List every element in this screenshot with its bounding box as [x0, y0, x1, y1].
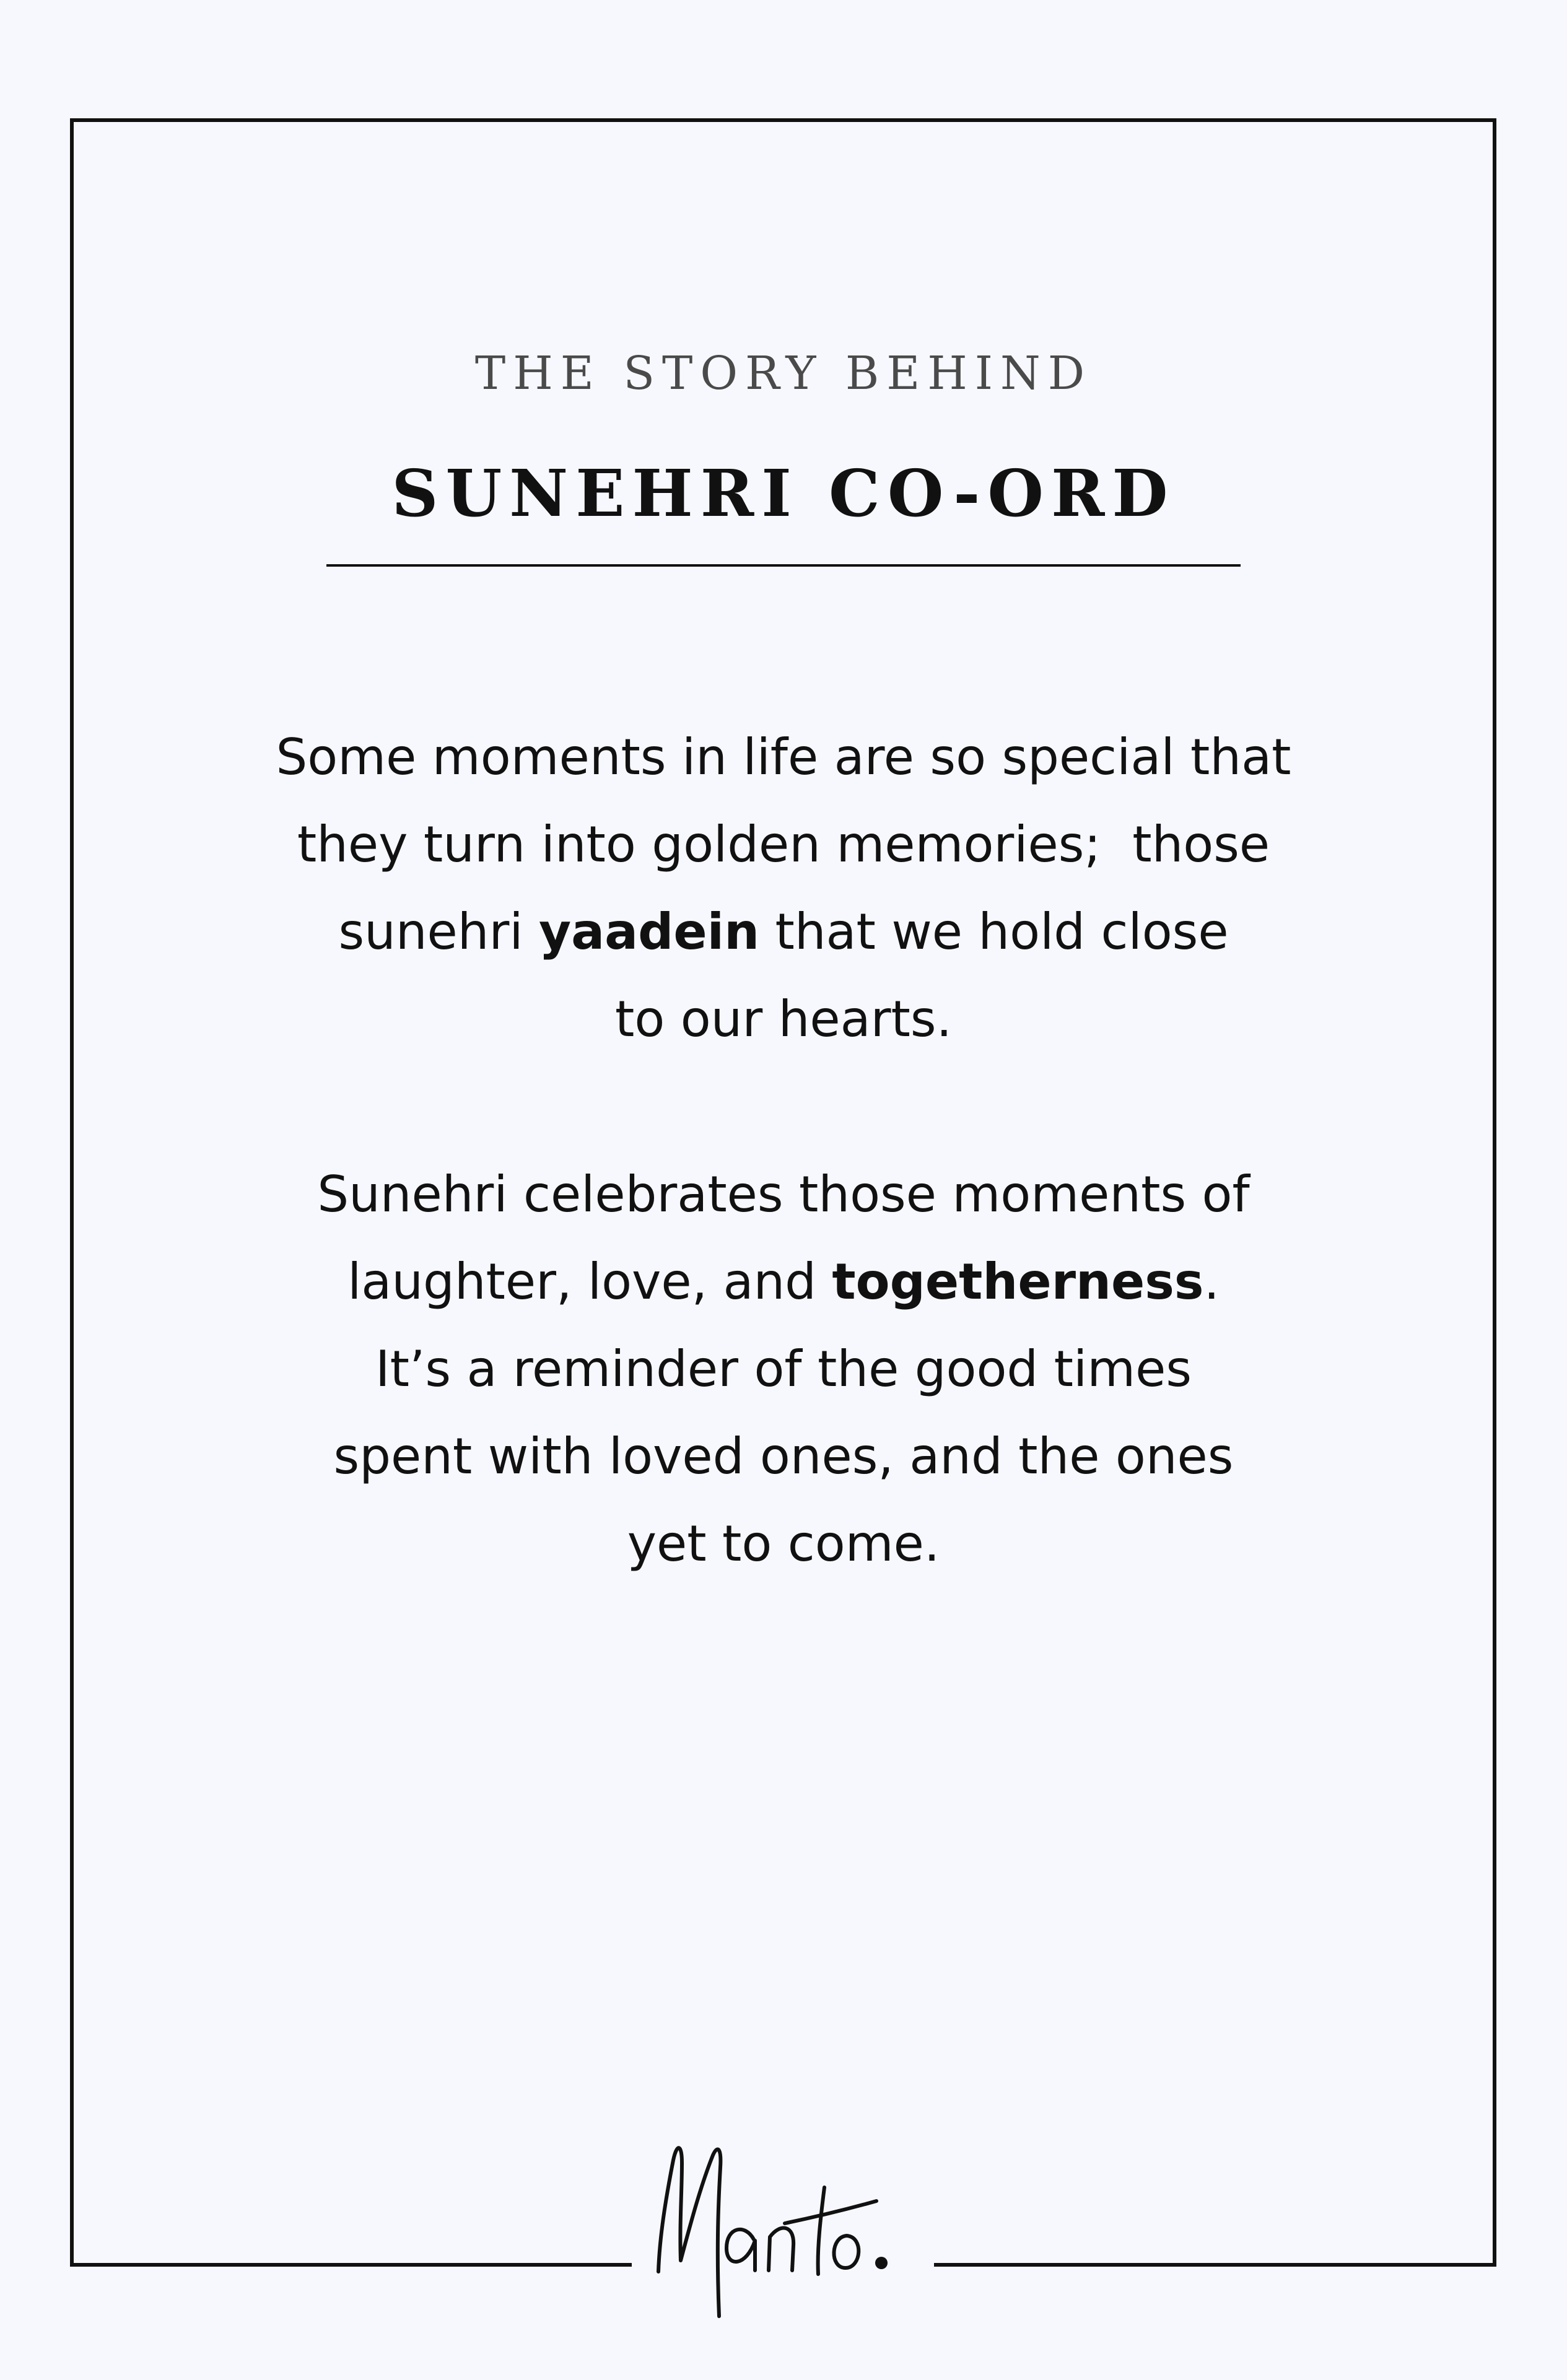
paragraph-2-line-1: Sunehri celebrates those moments of — [317, 1166, 1250, 1223]
paragraph-2-line-3: It’s a reminder of the good times — [375, 1340, 1192, 1398]
paragraph-2-line-2-start: laughter, love, and — [347, 1253, 832, 1310]
paragraph-1-line-4: to our hearts. — [614, 990, 953, 1048]
paragraph-2-line-2 — [0, 1238, 1567, 1325]
paragraph-1-line-3 — [0, 888, 1567, 975]
emphasis-togetherness: togetherness — [832, 1253, 1204, 1310]
eyebrow-heading: THE STORY BEHIND — [474, 347, 1093, 400]
story-paragraph-1 — [0, 713, 1567, 1063]
paragraph-1-line-2: they turn into golden memories; those — [297, 816, 1270, 873]
paragraph-1-line-3-end: that we hold close — [759, 903, 1229, 961]
paragraph-1-line-3-start: sunehri — [338, 903, 539, 961]
manto-signature-logo — [641, 2130, 926, 2335]
emphasis-yaadein: yaadein — [539, 903, 760, 961]
frame-top-border — [70, 118, 1496, 122]
paragraph-2-line-2-end: . — [1203, 1253, 1220, 1310]
paragraph-1-line-1: Some moments in life are so special that — [276, 728, 1291, 786]
paragraph-2-line-5: yet to come. — [627, 1515, 940, 1572]
frame-bottom-border-right — [934, 2263, 1496, 2267]
story-paragraph-2 — [0, 1151, 1567, 1587]
paragraph-2-line-4: spent with loved ones, and the ones — [333, 1428, 1234, 1485]
page-title: SUNEHRI CO-ORD — [391, 455, 1176, 531]
frame-bottom-border-left — [70, 2263, 632, 2267]
title-divider — [326, 564, 1241, 567]
manto-logo — [641, 2130, 926, 2335]
